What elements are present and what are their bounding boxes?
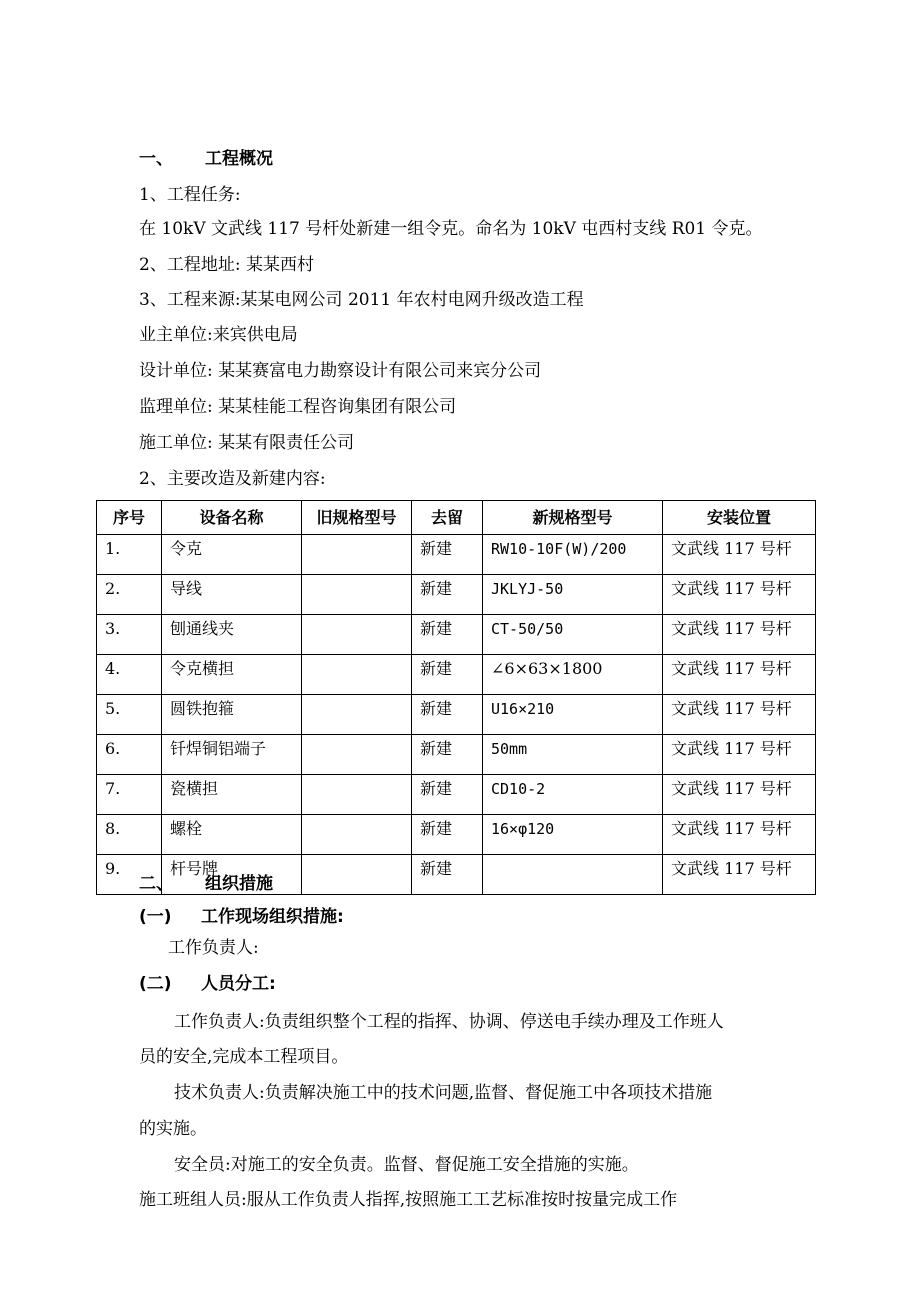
table-row — [97, 775, 816, 815]
paragraph-tech-line-2: 的实施。 — [139, 1119, 207, 1139]
cell-location: 文武线 117 号杆 — [663, 575, 816, 615]
cell-old-spec — [302, 655, 412, 695]
cell-old-spec — [302, 695, 412, 735]
cell-device-name: 螺栓 — [162, 815, 302, 855]
work-leader-line: 工作负责人: — [168, 938, 259, 958]
header-device-name: 设备名称 — [162, 501, 302, 535]
owner-line: 业主单位:来宾供电局 — [139, 325, 298, 345]
cell-old-spec — [302, 615, 412, 655]
table-row — [97, 735, 816, 775]
cell-disposition: 新建 — [412, 655, 483, 695]
table-header-row — [97, 501, 816, 535]
cell-new-spec: CD10-2 — [483, 775, 663, 815]
cell-location: 文武线 117 号杆 — [663, 735, 816, 775]
paragraph-tech-line-1: 技术负责人:负责解决施工中的技术问题,监督、督促施工中各项技术措施 — [174, 1083, 713, 1103]
section-1-title: 工程概况 — [205, 149, 273, 169]
table-row — [97, 655, 816, 695]
section-2-number: 二、 — [139, 874, 173, 894]
subsection-1-number: (一) — [139, 907, 172, 927]
task-label: 1、工程任务: — [139, 185, 241, 205]
cell-index: 1. — [97, 535, 162, 575]
cell-disposition: 新建 — [412, 855, 483, 895]
address-line: 2、工程地址: 某某西村 — [139, 255, 314, 275]
header-new-spec: 新规格型号 — [483, 501, 663, 535]
cell-disposition: 新建 — [412, 695, 483, 735]
cell-index: 4. — [97, 655, 162, 695]
cell-index: 9. — [97, 855, 162, 895]
supervisor-line: 监理单位: 某某桂能工程咨询集团有限公司 — [139, 397, 457, 417]
cell-device-name: 导线 — [162, 575, 302, 615]
cell-index: 8. — [97, 815, 162, 855]
header-old-spec: 旧规格型号 — [302, 501, 412, 535]
cell-location: 文武线 117 号杆 — [663, 855, 816, 895]
table-row — [97, 615, 816, 655]
cell-disposition: 新建 — [412, 815, 483, 855]
cell-device-name: 圆铁抱箍 — [162, 695, 302, 735]
table-row — [97, 695, 816, 735]
cell-disposition: 新建 — [412, 615, 483, 655]
cell-device-name: 钎焊铜铝端子 — [162, 735, 302, 775]
table-row — [97, 535, 816, 575]
cell-disposition: 新建 — [412, 735, 483, 775]
cell-index: 7. — [97, 775, 162, 815]
cell-disposition: 新建 — [412, 575, 483, 615]
cell-old-spec — [302, 815, 412, 855]
cell-disposition: 新建 — [412, 535, 483, 575]
designer-line: 设计单位: 某某赛富电力勘察设计有限公司来宾分公司 — [139, 361, 542, 381]
cell-device-name: 杆号牌 — [162, 855, 302, 895]
paragraph-safety: 安全员:对施工的安全负责。监督、督促施工安全措施的实施。 — [174, 1155, 639, 1175]
cell-new-spec: ∠6×63×1800 — [483, 655, 663, 695]
cell-device-name: 刨通线夹 — [162, 615, 302, 655]
cell-disposition: 新建 — [412, 775, 483, 815]
content-label: 2、主要改造及新建内容: — [139, 469, 326, 489]
equipment-table — [96, 500, 816, 895]
paragraph-leader-line-1: 工作负责人:负责组织整个工程的指挥、协调、停送电手续办理及工作班人 — [174, 1012, 724, 1032]
section-1-number: 一、 — [139, 149, 173, 169]
cell-index: 2. — [97, 575, 162, 615]
cell-new-spec: U16×210 — [483, 695, 663, 735]
cell-location: 文武线 117 号杆 — [663, 655, 816, 695]
cell-new-spec: JKLYJ-50 — [483, 575, 663, 615]
cell-new-spec: RW10-10F(W)/200 — [483, 535, 663, 575]
cell-old-spec — [302, 535, 412, 575]
paragraph-crew: 施工班组人员:服从工作负责人指挥,按照施工工艺标准按时按量完成工作 — [139, 1190, 678, 1210]
cell-old-spec — [302, 735, 412, 775]
task-text: 在 10kV 文武线 117 号杆处新建一组令克。命名为 10kV 屯西村支线 R01 令克。 — [139, 219, 763, 239]
cell-device-name: 瓷横担 — [162, 775, 302, 815]
cell-new-spec — [483, 855, 663, 895]
cell-index: 3. — [97, 615, 162, 655]
cell-old-spec — [302, 775, 412, 815]
cell-index: 5. — [97, 695, 162, 735]
cell-new-spec: 50mm — [483, 735, 663, 775]
cell-old-spec — [302, 855, 412, 895]
paragraph-leader-line-2: 员的安全,完成本工程项目。 — [139, 1047, 349, 1067]
cell-location: 文武线 117 号杆 — [663, 535, 816, 575]
cell-location: 文武线 117 号杆 — [663, 695, 816, 735]
cell-new-spec: 16×φ120 — [483, 815, 663, 855]
header-index: 序号 — [97, 501, 162, 535]
section-2-title: 组织措施 — [205, 874, 273, 894]
subsection-2-title: 人员分工: — [201, 974, 276, 994]
table-row — [97, 575, 816, 615]
cell-device-name: 令克 — [162, 535, 302, 575]
cell-location: 文武线 117 号杆 — [663, 775, 816, 815]
header-disposition: 去留 — [412, 501, 483, 535]
constructor-line: 施工单位: 某某有限责任公司 — [139, 433, 355, 453]
subsection-1-title: 工作现场组织措施: — [201, 907, 344, 927]
table-row — [97, 815, 816, 855]
cell-device-name: 令克横担 — [162, 655, 302, 695]
cell-new-spec: CT-50/50 — [483, 615, 663, 655]
source-line: 3、工程来源:某某电网公司 2011 年农村电网升级改造工程 — [139, 290, 584, 310]
cell-old-spec — [302, 575, 412, 615]
cell-location: 文武线 117 号杆 — [663, 615, 816, 655]
subsection-2-number: (二) — [139, 974, 172, 994]
cell-index: 6. — [97, 735, 162, 775]
header-location: 安装位置 — [663, 501, 816, 535]
cell-location: 文武线 117 号杆 — [663, 815, 816, 855]
